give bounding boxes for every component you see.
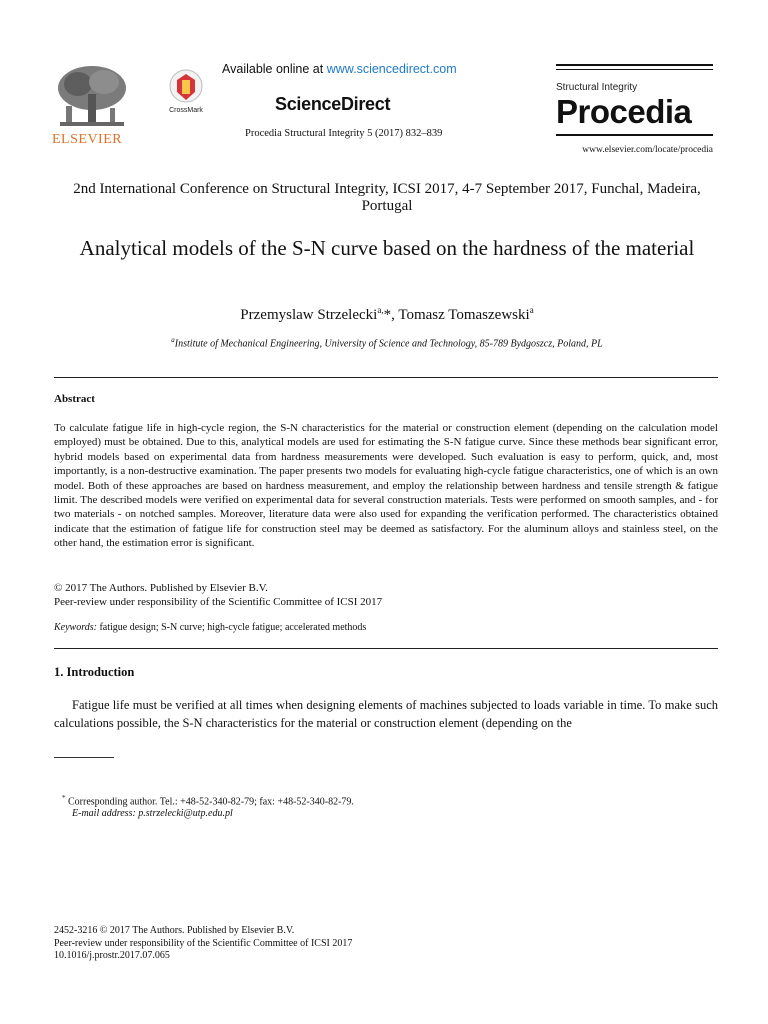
procedia-rule-top xyxy=(556,64,713,66)
footnote-rule xyxy=(54,757,114,758)
peer-review-line: Peer-review under responsibility of the Scientific Committee of ICSI 2017 xyxy=(54,937,353,949)
divider xyxy=(54,648,718,649)
corresponding-star: * xyxy=(383,307,392,323)
doi-line[interactable]: 10.1016/j.prostr.2017.07.065 xyxy=(54,950,170,961)
keywords xyxy=(54,622,366,633)
procedia-logo xyxy=(556,64,713,136)
bottom-notice xyxy=(54,925,352,963)
footnote-text: Corresponding author. Tel.: +48-52-340-82-79; fax: +48-52-340-82-79. xyxy=(65,796,354,808)
copyright-notice: © 2017 The Authors. Published by Elsevier B.V. xyxy=(54,582,268,594)
sciencedirect-wordmark: ScienceDirect xyxy=(275,94,391,114)
author-affiliation-sup: a, xyxy=(377,305,384,315)
available-prefix: Available online at xyxy=(222,62,327,76)
paper-title: Analytical models of the S-N curve based on the hardness of the material xyxy=(79,236,695,260)
abstract-body: To calculate fatigue life in high-cycle region, the S-N characteristics for the material or construction element (depending on the calculation model employed) must be obtained. Due to this, analytical models are used for estimating the S-N fatigue curve. Since these methods bear significant error, hybrid models based on experimental data from hardness measurements were developed. Such evaluation is easy to perform, quick, and, most importantly, is a non-destructive examination. The paper presents two models for evaluating high-cycle fatigue characteristics, one of which is an own model. Both of these approaches are based on hardness measurement, and employ the relationship between hardness and tensile strength & fatigue limit. The described models were verified on experimental data for several construction materials. Tests were performed on smooth samples, and - for two materials - on notched samples. Moreover, literature data were also used for expanding the verification performed. The characteristics obtained indicate that the estimation of fatigue life for construction steel may be deemed as satisfactory. For the aluminum alloys and stainless steel, on the other hand, the estimation error is significant. xyxy=(54,422,718,550)
footnote-corresponding xyxy=(62,794,354,807)
author-list xyxy=(56,305,718,324)
author-name: Przemyslaw Strzelecki xyxy=(240,307,378,323)
crossmark-label: CrossMark xyxy=(169,107,203,114)
conference-name: 2nd International Conference on Structural Integrity, ICSI 2017, 4-7 September 2017, Funchal, Madeira, Portugal xyxy=(73,181,701,214)
journal-citation: Procedia Structural Integrity 5 (2017) 832–839 xyxy=(245,128,443,139)
author-name: Tomasz Tomaszewski xyxy=(398,307,530,323)
affiliation-sup: a xyxy=(171,336,175,344)
peer-review-notice: Peer-review under responsibility of the Scientific Committee of ICSI 2017 xyxy=(54,596,383,608)
procedia-series: Structural Integrity xyxy=(556,82,638,93)
divider xyxy=(54,377,718,378)
footnote-marker: * xyxy=(62,794,66,802)
section-heading: 1. Introduction xyxy=(54,665,135,679)
section-body xyxy=(54,697,718,732)
elsevier-wordmark: ELSEVIER xyxy=(52,132,123,147)
procedia-url[interactable]: www.elsevier.com/locate/procedia xyxy=(582,145,713,155)
footnote-email[interactable]: E-mail address: p.strzelecki@utp.edu.pl xyxy=(72,808,233,819)
affiliation xyxy=(56,336,718,349)
author-separator: , xyxy=(391,307,399,323)
issn-line: 2452-3216 © 2017 The Authors. Published by Elsevier B.V. xyxy=(54,925,295,936)
affiliation-text: Institute of Mechanical Engineering, University of Science and Technology, 85-789 Bydgoszcz, Poland, PL xyxy=(174,338,603,350)
intro-text: Fatigue life must be verified at all times when designing elements of machines subjected to loads variable in time. To make such calculations possible, the S-N characteristics for the material or construction element (depending on the xyxy=(54,698,718,730)
procedia-wordmark: Procedia xyxy=(556,93,692,130)
keywords-label: Keywords: xyxy=(54,622,97,633)
procedia-rule-bottom xyxy=(556,134,713,136)
available-online xyxy=(222,62,457,76)
author-affiliation-sup: a xyxy=(529,305,534,315)
keywords-list: fatigue design; S-N curve; high-cycle fatigue; accelerated methods xyxy=(96,622,367,633)
abstract-heading: Abstract xyxy=(54,393,95,405)
sciencedirect-link[interactable]: www.sciencedirect.com xyxy=(326,62,457,76)
procedia-rule-thin xyxy=(556,69,713,70)
